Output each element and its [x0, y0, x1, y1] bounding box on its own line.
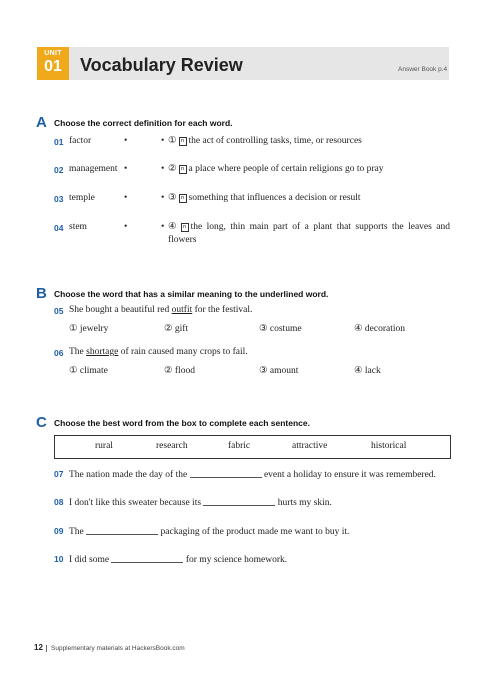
- answer-option[interactable]: ① climate: [69, 366, 108, 376]
- match-dot-left[interactable]: •: [124, 164, 128, 174]
- question-number: 03: [54, 194, 64, 204]
- answer-option[interactable]: ④ lack: [354, 366, 381, 376]
- question-number: 10: [54, 554, 64, 564]
- page-title: Vocabulary Review: [80, 55, 243, 75]
- definition-text: the long, thin main part of a plant that supports the leaves and flowers: [168, 222, 450, 245]
- answer-blank[interactable]: [203, 496, 275, 506]
- question-number: 07: [54, 469, 64, 479]
- sentence-text: The: [69, 527, 87, 537]
- option-marker: ④: [168, 222, 179, 232]
- question-number: 09: [54, 526, 64, 536]
- definition-text: something that influences a decision or result: [188, 193, 361, 203]
- vocab-word: stem: [69, 222, 87, 232]
- definition-item: [168, 163, 438, 176]
- sentence-text: packaging of the product made me want to buy it.: [158, 527, 350, 537]
- part-of-speech-badge: n: [179, 194, 187, 203]
- section-a-instruction: Choose the correct definition for each word.: [54, 118, 233, 128]
- section-a-letter: A: [36, 114, 47, 131]
- match-dot-right[interactable]: •: [161, 136, 165, 146]
- match-dot-left[interactable]: •: [124, 136, 128, 146]
- vocab-word: temple: [69, 193, 95, 203]
- fill-in-sentence: [69, 525, 349, 537]
- unit-number: 01: [44, 58, 62, 75]
- section-b-letter: B: [36, 285, 47, 302]
- sentence-text: event a holiday to ensure it was remembered.: [261, 470, 436, 480]
- footer-text: Supplementary materials at HackersBook.com: [51, 645, 185, 652]
- match-dot-left[interactable]: •: [124, 222, 128, 232]
- footer-divider: [46, 645, 47, 652]
- definition-item: [168, 221, 450, 247]
- answer-option[interactable]: ① jewelry: [69, 324, 109, 334]
- definition-text: the act of controlling tasks, time, or resources: [188, 136, 362, 146]
- question-number: 01: [54, 137, 64, 147]
- word-box-item: rural: [95, 441, 113, 451]
- unit-label: UNIT: [44, 50, 62, 57]
- answer-option[interactable]: ④ decoration: [354, 324, 405, 334]
- fill-in-sentence: [69, 553, 287, 565]
- definition-item: [168, 135, 438, 148]
- sentence-text: I don't like this sweater because its: [69, 498, 204, 508]
- answer-option[interactable]: ② gift: [164, 324, 189, 334]
- option-marker: ①: [168, 136, 177, 146]
- sentence-text: The nation made the day of the: [69, 470, 190, 480]
- match-dot-left[interactable]: •: [124, 193, 128, 203]
- match-dot-right[interactable]: •: [161, 164, 165, 174]
- section-c-instruction: Choose the best word from the box to complete each sentence.: [54, 418, 310, 428]
- word-box-item: historical: [371, 441, 407, 451]
- sentence-text: I did some: [69, 555, 112, 565]
- question-number: 04: [54, 223, 64, 233]
- answer-blank[interactable]: [111, 553, 183, 563]
- definition-text: a place where people of certain religions go to pray: [188, 164, 384, 174]
- sentence-text: for the festival.: [192, 305, 253, 315]
- answer-blank[interactable]: [86, 525, 158, 535]
- section-b-instruction: Choose the word that has a similar meaning to the underlined word.: [54, 289, 329, 299]
- fill-in-sentence: [69, 496, 332, 508]
- match-dot-right[interactable]: •: [161, 222, 165, 232]
- sentence-text: for my science homework.: [183, 555, 288, 565]
- match-dot-right[interactable]: •: [161, 193, 165, 203]
- answer-book-reference: Answer Book p.4: [398, 66, 448, 73]
- part-of-speech-badge: n: [181, 223, 189, 232]
- option-marker: ②: [168, 164, 177, 174]
- answer-option[interactable]: ③ costume: [259, 324, 302, 334]
- answer-option[interactable]: ② flood: [164, 366, 195, 376]
- part-of-speech-badge: n: [179, 137, 187, 146]
- page-number: 12: [34, 643, 43, 652]
- section-c-letter: C: [36, 414, 47, 431]
- answer-option[interactable]: ③ amount: [259, 366, 299, 376]
- sentence-text: The: [69, 347, 87, 357]
- option-marker: ③: [168, 193, 177, 203]
- question-number: 05: [54, 306, 64, 316]
- fill-in-sentence: [69, 468, 436, 480]
- sentence-text: She bought a beautiful red: [69, 305, 172, 315]
- unit-badge: [37, 47, 69, 80]
- question-number: 06: [54, 348, 64, 358]
- word-box-item: research: [156, 441, 188, 451]
- question-sentence: [69, 305, 252, 315]
- answer-blank[interactable]: [190, 468, 262, 478]
- word-box-item: attractive: [292, 441, 328, 451]
- question-number: 08: [54, 497, 64, 507]
- sentence-text: hurts my skin.: [275, 498, 332, 508]
- sentence-text: of rain caused many crops to fail.: [118, 347, 248, 357]
- definition-item: [168, 192, 438, 205]
- question-number: 02: [54, 165, 64, 175]
- underlined-word: outfit: [171, 305, 193, 315]
- part-of-speech-badge: n: [179, 165, 187, 174]
- vocab-word: factor: [69, 136, 92, 146]
- vocab-word: management: [69, 164, 118, 174]
- question-sentence: [69, 347, 248, 357]
- word-box-item: fabric: [228, 441, 251, 451]
- underlined-word: shortage: [86, 347, 119, 357]
